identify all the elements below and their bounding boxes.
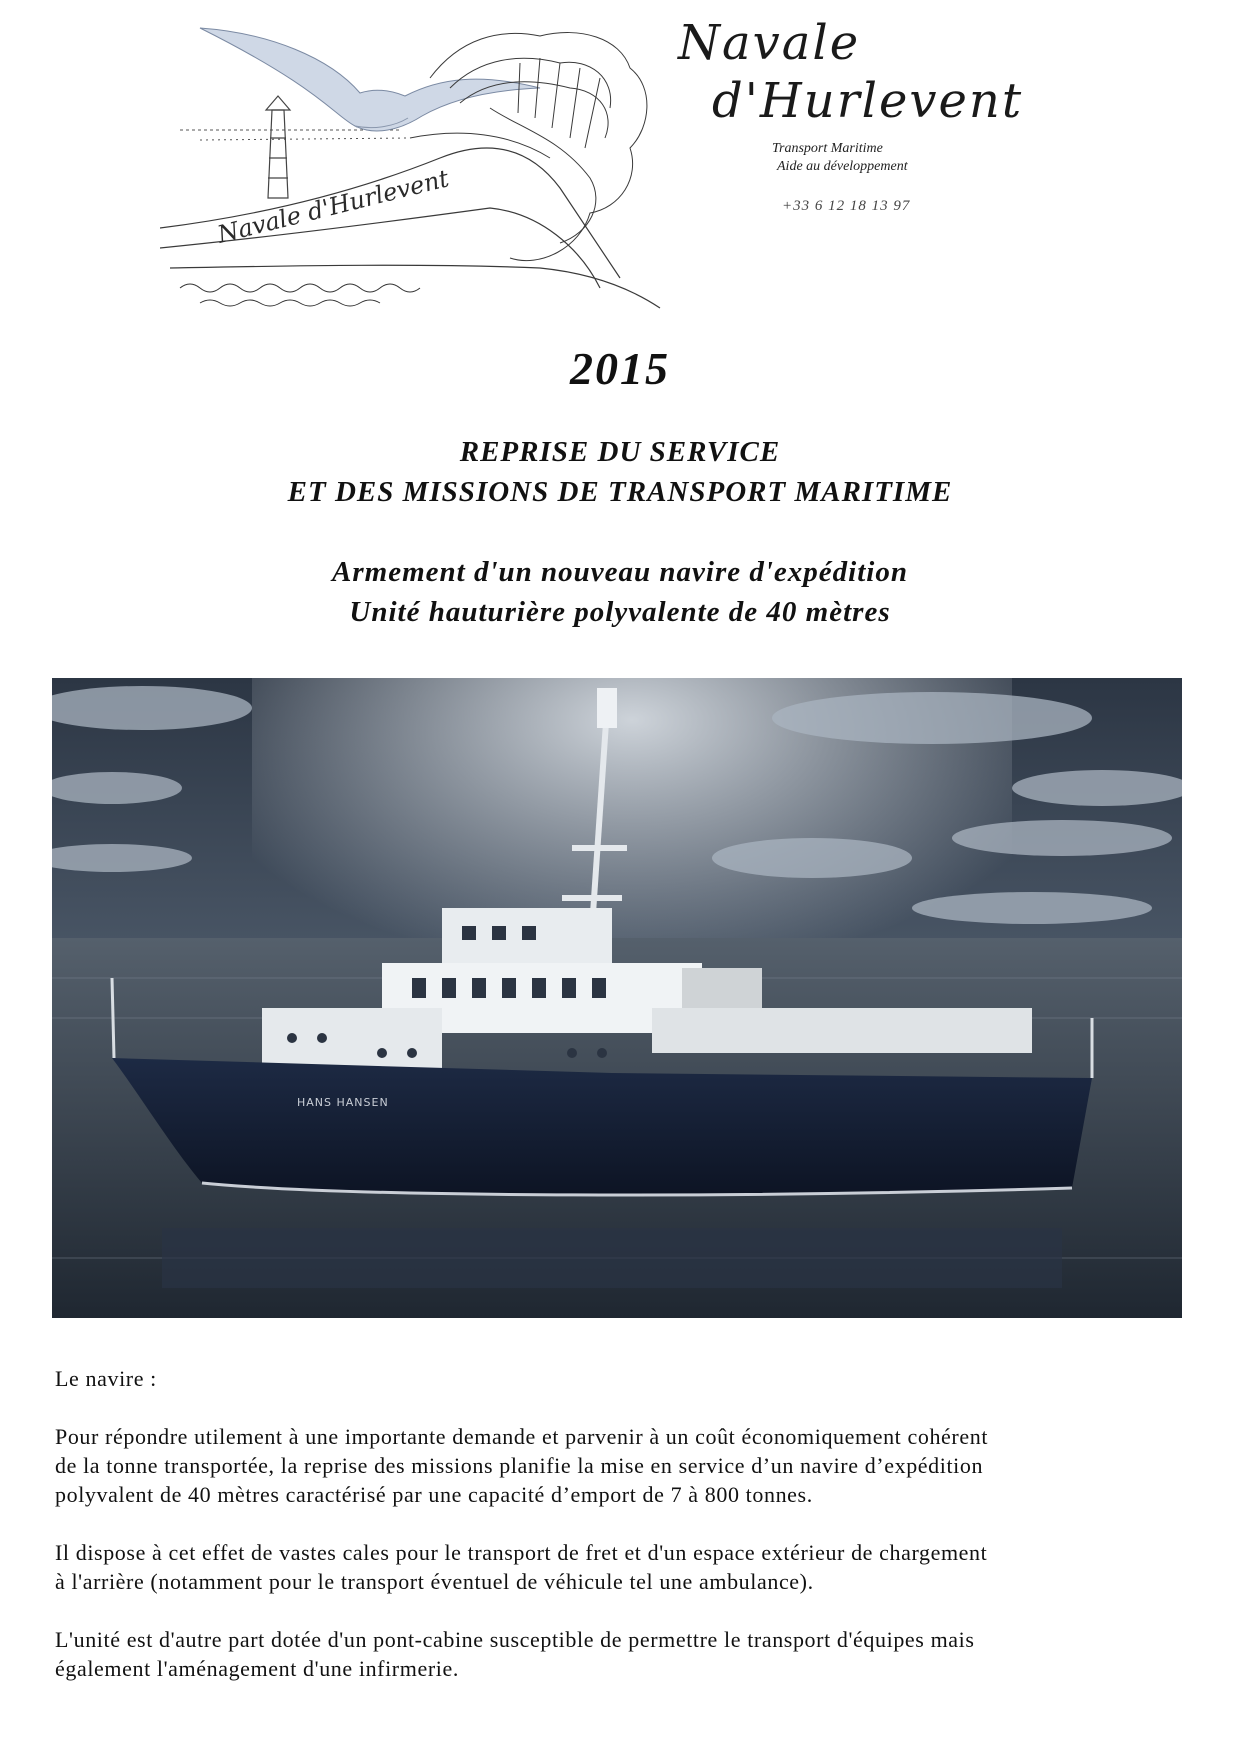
logo-illustration (160, 18, 680, 323)
subheadline (0, 552, 1240, 632)
lighthouse-icon (266, 96, 290, 198)
paragraph-cabin: L'unité est d'autre part dotée d'un pont-cabine susceptible de permettre le transport d'équipes mais également l'aménagement d'une infirmerie. (55, 1627, 975, 1681)
headline (0, 432, 1240, 512)
brand-tagline-transport: Transport Maritime (772, 141, 883, 156)
brand-name-line2: d'Hurlevent (712, 73, 1024, 129)
section-label: Le navire : (55, 1366, 157, 1391)
ship-photo-illustration (52, 678, 1182, 1318)
subheadline-line1: Armement d'un nouveau navire d'expédition (332, 556, 908, 588)
paragraph-cargo: Il dispose à cet effet de vastes cales pour le transport de fret et d'un espace extérieur de chargement à l'arrière (notamment pour le transport éventuel de véhicule tel une ambulance). (55, 1540, 988, 1594)
subheadline-line2: Unité hauturière polyvalente de 40 mètres (349, 596, 891, 628)
logo-script-text: Navale d'Hurlevent (214, 164, 452, 249)
ship-name-text: HANS HANSEN (297, 1096, 389, 1109)
headline-line1: REPRISE DU SERVICE (459, 436, 781, 468)
paragraph-capacity: Pour répondre utilement à une importante demande et parvenir à un coût économiquement cohérent de la tonne transportée, la reprise des missions planifie la mise en service d’un navire d’expédition polyvalent de 40 mètres caractérisé par une capacité d’emport de 7 à 800 tonnes. (55, 1424, 989, 1507)
brand-name-line1: Navale (678, 15, 861, 71)
ship-photo (52, 678, 1182, 1318)
brand-phone: +33 6 12 18 13 97 (782, 198, 911, 214)
year-title: 2015 (570, 343, 670, 394)
logo-sketch (160, 18, 680, 323)
brand-block (672, 14, 1092, 215)
brand-tagline-aid: Aide au développement (777, 159, 908, 174)
seagull-icon (200, 28, 540, 131)
ship-hull (112, 1058, 1092, 1195)
headline-line2: ET DES MISSIONS DE TRANSPORT MARITIME (287, 476, 953, 508)
body-text (55, 1364, 1185, 1712)
